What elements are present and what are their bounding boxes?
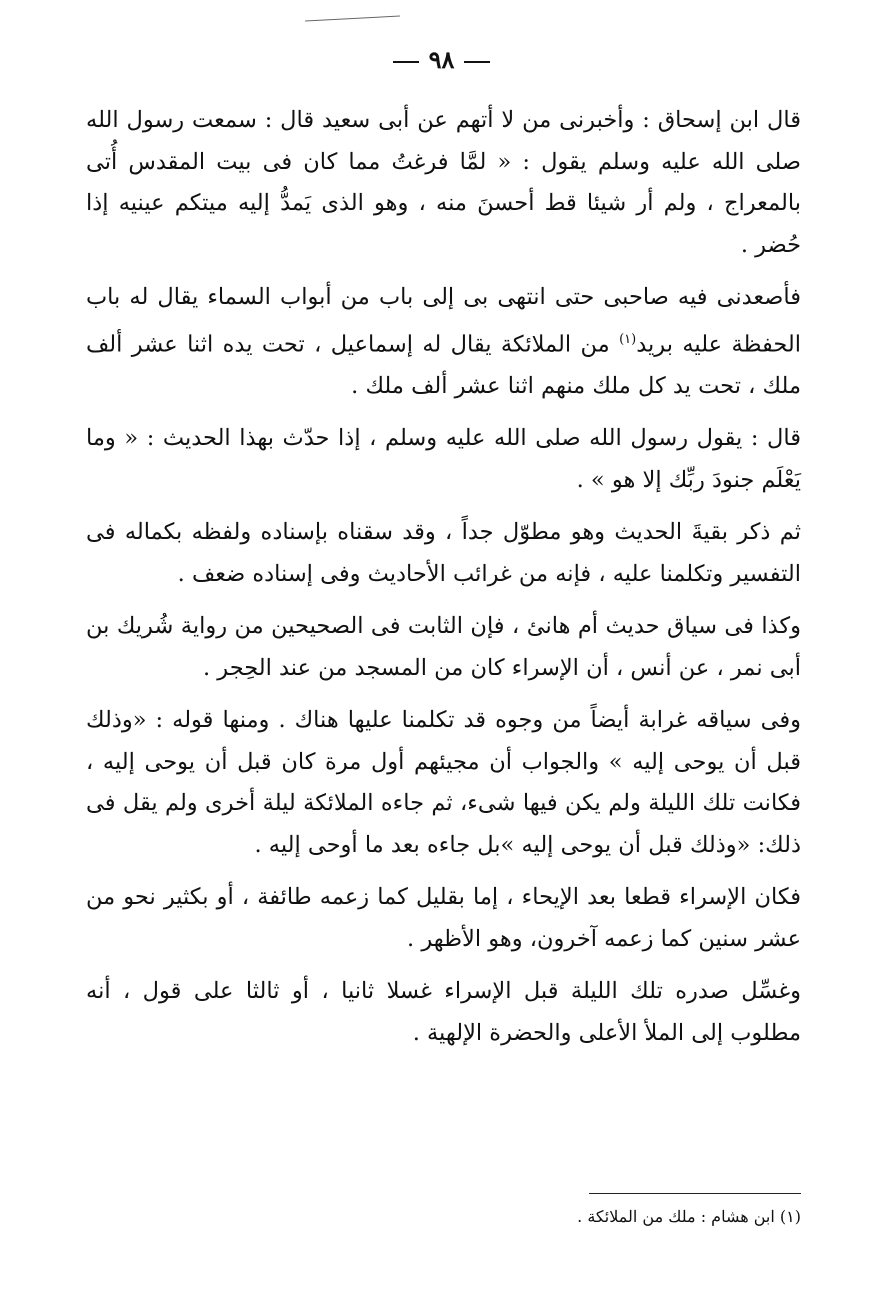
paragraph-4: ثم ذكر بقيةَ الحديث وهو مطوّل جداً ، وقد سقناه بإسناده ولفظه بكماله فى التفسير وتكلمنا عليه ، فإنه من غرائب الأحاديث وفى إسناده ضعف . [86, 519, 801, 587]
page-header [0, 40, 883, 80]
scan-artifact-line [305, 16, 400, 22]
paragraph-2-after: من الملائكة يقال له إسماعيل ، تحت يده اثنا عشر ألف ملك ، تحت يد كل ملك منهم اثنا عشر ألف ملك . [86, 331, 801, 399]
page-number: ٩٨ [428, 45, 455, 74]
paragraph-5: وكذا فى سياق حديث أم هانئ ، فإن الثابت فى الصحيحين من رواية شُريك بن أبى نمر ، عن أنس ، أن الإسراء كان من المسجد من عند الحِجر . [86, 613, 801, 681]
paragraph-1: قال ابن إسحاق : وأخبرنى من لا أتهم عن أبى سعيد قال : سمعت رسول الله صلى الله عليه وسلم يقول : « لمَّا فرغتُ مما كان فى بيت المقدس أُتى بالمعراج ، ولم أر شيئا قط أحسنَ منه ، وهو الذى يَمدُّ إليه ميتكم عينيه إذا حُضر . [86, 107, 801, 258]
paragraph-2 [86, 277, 801, 407]
header-dash-right [464, 61, 490, 63]
paragraph-7: فكان الإسراء قطعا بعد الإيحاء ، إما بقليل كما زعمه طائفة ، أو بكثير نحو من عشر سنين كما زعمه آخرون، وهو الأظهر . [86, 884, 801, 952]
paragraph-6: وفى سياقه غرابة أيضاً من وجوه قد تكلمنا عليها هناك . ومنها قوله : «وذلك قبل أن يوحى إليه » والجواب أن مجيئهم أول مرة كان قبل أن يوحى إليه ، فكانت تلك الليلة ولم يكن فيها شىء، ثم جاءه الملائكة ليلة أخرى ولم يقل فى ذلك: «وذلك قبل أن يوحى إليه »بل جاءه بعد ما أوحى إليه . [86, 707, 801, 858]
footnote-divider [589, 1193, 801, 1194]
paragraph-8: وغسِّل صدره تلك الليلة قبل الإسراء غسلا ثانيا ، أو ثالثا على قول ، أنه مطلوب إلى الملأ الأعلى والحضرة الإلهية . [86, 978, 801, 1046]
footnote: (١) ابن هشام : ملك من الملائكة . [577, 1207, 801, 1226]
paragraph-3: قال : يقول رسول الله صلى الله عليه وسلم ، إذا حدّث بهذا الحديث : « وما يَعْلَم جنودَ ربِّك إلا هو » . [86, 425, 801, 493]
header-dash-left [393, 61, 419, 63]
main-text [86, 100, 801, 1065]
paragraph-2-before: فأصعدنى فيه صاحبى حتى انتهى بى إلى باب من أبواب السماء يقال له باب الحفظة عليه بريد [86, 284, 801, 357]
footnote-reference: (١) [619, 331, 637, 347]
